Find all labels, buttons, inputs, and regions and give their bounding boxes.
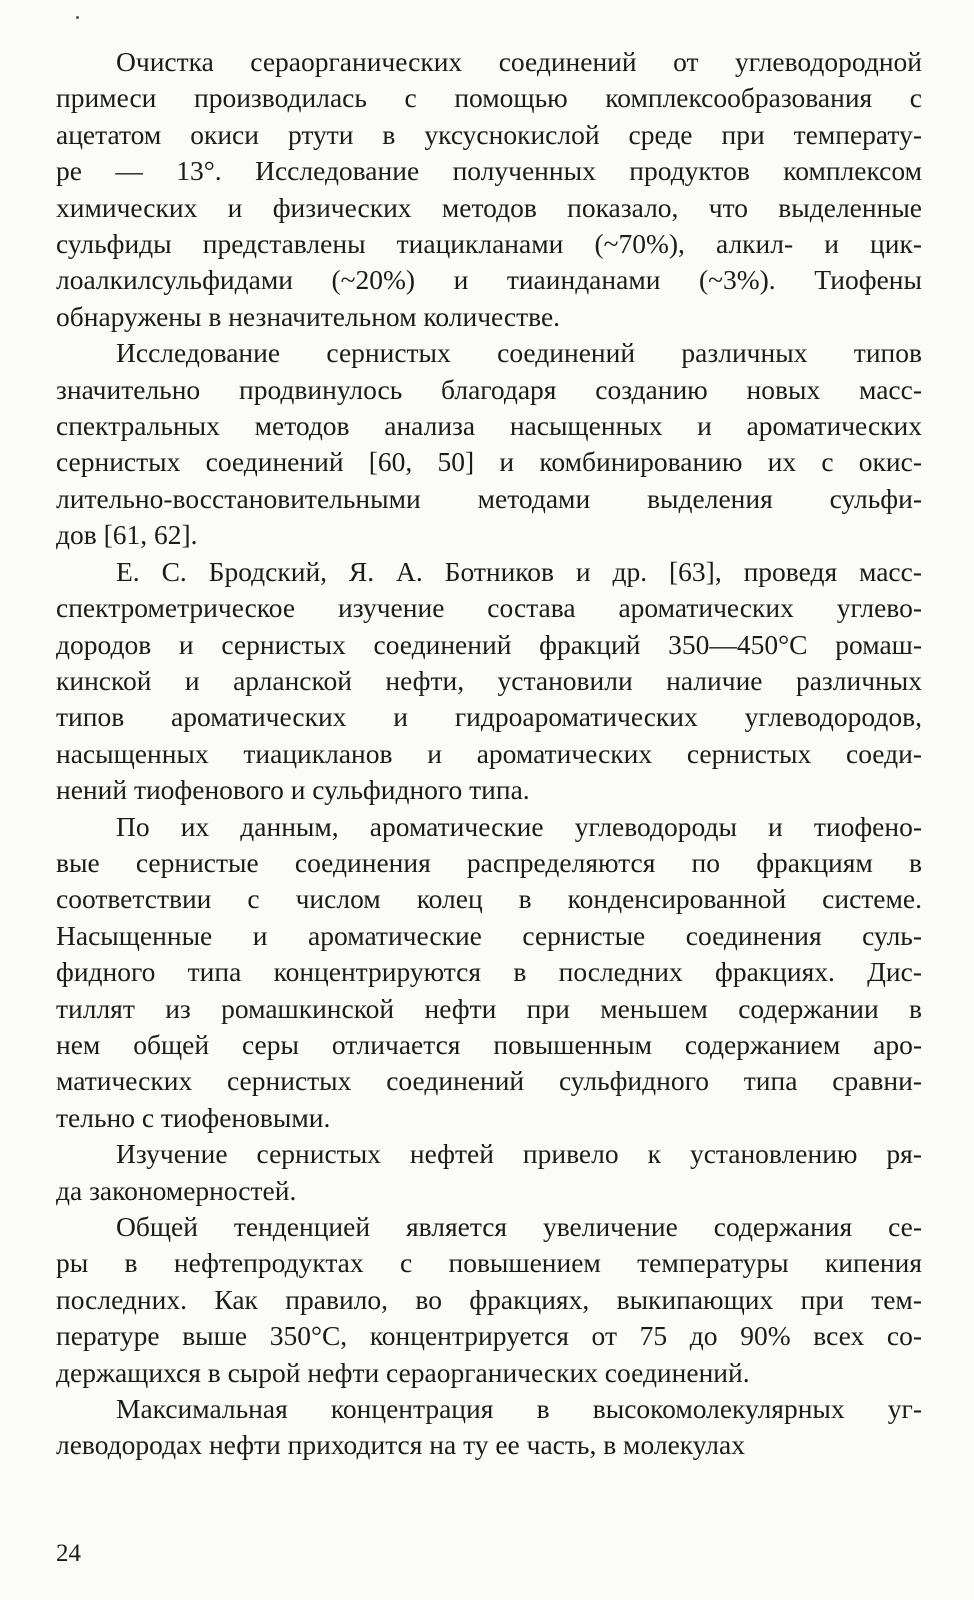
text-line: Изучение сернистых нефтей привело к установлению ря- [116,1138,922,1170]
text-line: химических и физических методов показало, что выделенные [56,191,922,223]
text-line: Общей тенденцией является увеличение содержания се- [116,1211,922,1242]
text-line: фидного типа концентрируются в последних фракциях. Дис- [56,956,922,988]
text-line: соответствии с числом колец в конденсированной системе. [56,883,922,915]
page-body [56,44,922,1464]
text-line: лоалкилсульфидами (~20%) и тиаинданами (~3%). Тиофены [56,264,922,296]
text-line: нем общей серы отличается повышенным содержанием аро- [56,1028,922,1060]
paragraph [56,1391,922,1464]
text-line: пературе выше 350°С, концентрируется от 75 до 90% всех со- [56,1320,922,1352]
text-line: Максимальная концентрация в высокомолекулярных уг- [116,1393,922,1425]
paragraph [56,809,922,1137]
text-line: спектрометрическое изучение состава ароматических углево- [56,592,922,624]
text-line: Очистка сераорганических соединений от углеводородной [116,46,922,77]
text-line: леводородах нефти приходится на ту ее часть, в молекулах [56,1429,745,1461]
paragraph [56,554,922,809]
page-number: 24 [56,1540,81,1567]
text-line: сульфиды представлены тиацикланами (~70%), алкил- и цик- [56,228,922,260]
text-line: тельно с тиофеновыми. [56,1101,331,1133]
text-line: ацетатом окиси ртути в уксуснокислой среде при температу- [56,118,922,150]
text-line: типов ароматических и гидроароматических углеводородов, [56,701,922,733]
text-line: обнаружены в незначительном количестве. [56,300,561,332]
text-line: дов [61, 62]. [56,519,198,551]
text-line: спектральных методов анализа насыщенных и ароматических [56,410,922,442]
text-line: ре — 13°. Исследование полученных продуктов комплексом [56,155,922,187]
text-line: вые сернистые соединения распределяются по фракциям в [56,846,922,878]
text-line: сернистых соединений [60, 50] и комбинированию их с окис- [56,446,922,478]
text-line: да закономерностей. [56,1174,297,1206]
text-line: матических сернистых соединений сульфидного типа сравни- [56,1065,922,1097]
text-line: Исследование сернистых соединений различных типов [116,337,922,369]
text-line: лительно-восстановительными методами выделения сульфи- [56,482,922,514]
speck-mark [76,16,79,19]
text-line: последних. Как правило, во фракциях, выкипающих при тем- [56,1283,922,1315]
text-line: По их данным, ароматические углеводороды и тиофено- [116,810,922,842]
paragraph [56,44,922,335]
text-line: дородов и сернистых соединений фракций 350—450°С ромаш- [56,628,922,660]
text-line: нений тиофенового и сульфидного типа. [56,774,530,806]
text-line: примеси производилась с помощью комплексообразования с [56,82,922,114]
text-line: насыщенных тиацикланов и ароматических сернистых соеди- [56,737,922,769]
text-line: значительно продвинулось благодаря созданию новых масс- [56,373,922,405]
paragraph [56,1209,922,1391]
text-line: Е. С. Бродский, Я. А. Ботников и др. [63], проведя масс- [116,555,922,587]
text-line: кинской и арланской нефти, установили наличие различных [56,664,922,696]
paragraph [56,1136,922,1209]
text-line: держащихся в сырой нефти сераорганических соединений. [56,1356,750,1388]
text-line: Насыщенные и ароматические сернистые соединения суль- [56,919,922,951]
paragraph [56,335,922,553]
text-line: тиллят из ромашкинской нефти при меньшем содержании в [56,992,922,1024]
text-line: ры в нефтепродуктах с повышением температуры кипения [56,1247,922,1279]
